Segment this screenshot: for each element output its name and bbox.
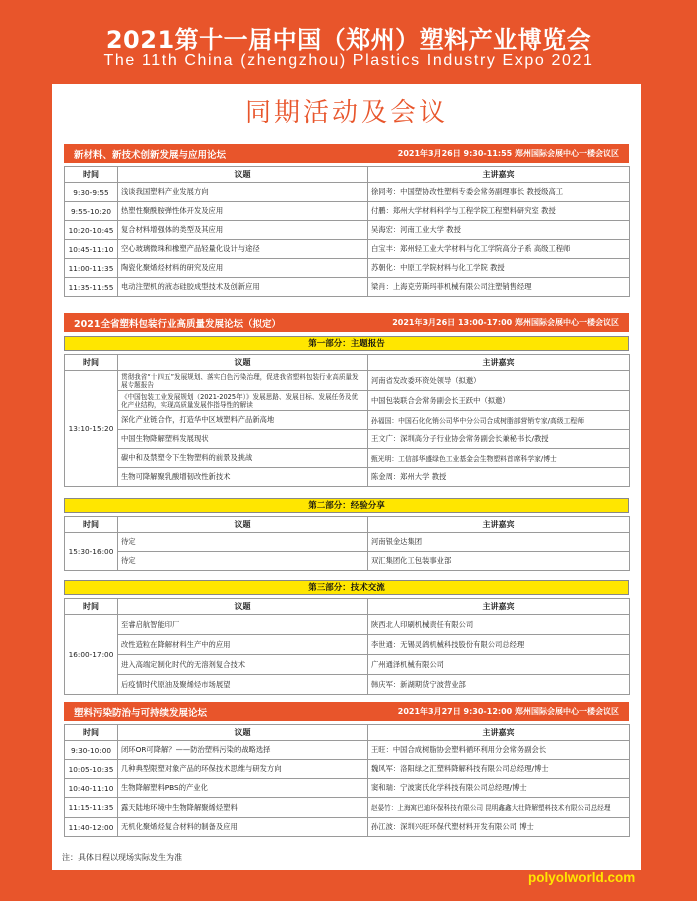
table-row: 深化产业链合作，打造华中区域塑料产品新高地 孙福国：中国石化化销公司华中分公司合成树脂部营销专家/高级工程师	[65, 411, 630, 430]
col-speaker: 主讲嘉宾	[368, 167, 630, 183]
forum3-name: 塑料污染防治与可持续发展论坛	[74, 708, 208, 719]
part3-label: 第三部分：技术交流	[64, 580, 629, 595]
part2-header-row: 时间 议题 主讲嘉宾	[65, 517, 630, 533]
part1-time: 13:10-15:20	[65, 371, 118, 487]
col-topic: 议题	[118, 167, 368, 183]
table-row: 生物可降解聚乳酸增韧改性新技术 陈金周：郑州大学 教授	[65, 468, 630, 487]
forum3-header-row: 时间 议题 主讲嘉宾	[65, 725, 630, 741]
footnote: 注：具体日程以现场实际发生为准	[62, 853, 182, 862]
table-row: 待定 双汇集团化工包装事业部	[65, 552, 630, 571]
forum1-header-row	[65, 167, 630, 183]
page-subtitle: The 11th China (zhengzhou) Plastics Industry Expo 2021	[103, 52, 594, 69]
table-row: 进入高端定制化时代的无溶剂复合技术 广州通泽机械有限公司	[65, 655, 630, 675]
part3-table	[64, 598, 630, 695]
table-row: 13:10-15:20 贯彻我省“十四五”发展规划、落实白色污染治理，促进我省塑料包装行业高质量发展专题报告 河南省发改委环资处领导（拟邀）	[65, 371, 630, 391]
card-title: 同期活动及会议	[244, 98, 448, 128]
forum1-table	[64, 166, 630, 297]
forum3-table	[64, 724, 630, 837]
forum2-when: 2021年3月26日 13:00-17:00 郑州国际会展中心一楼会议区	[392, 318, 619, 327]
forum3-when: 2021年3月27日 9:30-12:00 郑州国际会展中心一楼会议区	[397, 707, 619, 716]
part3-time: 16:00-17:00	[65, 615, 118, 695]
table-row: 15:30-16:00 待定 河南银金达集团	[65, 533, 630, 552]
table-row: 改性造粒在降解材料生产中的应用 李世通：无锡灵鸽机械科技股份有限公司总经理	[65, 635, 630, 655]
table-row: 11:40-12:00 无机化聚烯烃复合材料的制备及应用 孙江波：深圳兴旺环保代塑材料开发有限公司 博士	[65, 818, 630, 837]
brand-watermark: polyolworld.com	[528, 870, 636, 885]
table-row: 11:15-11:35 露天陆地环境中生物降解聚烯烃塑料 赵晏竹：上海寓巴迪环保科技有限公司 昆明鑫鑫大壮降解塑料技术有限公司总经理	[65, 798, 630, 818]
forum1-header	[64, 144, 629, 163]
part2-table	[64, 516, 630, 571]
forum2-name: 2021全省塑料包装行业高质量发展论坛（拟定）	[74, 319, 281, 330]
table-row: 10:05-10:35 几种典型限塑对象产品的环保技术思维与研发方向 魏风军：洛阳绿之汇塑料降解科技有限公司总经理/博士	[65, 760, 630, 779]
part3-header-row: 时间 议题 主讲嘉宾	[65, 599, 630, 615]
part1-header-row: 时间 议题 主讲嘉宾	[65, 355, 630, 371]
table-row: 10:40-11:10 生物降解塑料PBS的产业化 窦和瑞：宁波窦氏化学科技有限公司总经理/博士	[65, 779, 630, 798]
col-time: 时间	[65, 167, 118, 183]
table-row: 9:30-9:55 浅谈我国塑料产业发展方向 徐同考：中国塑协改性塑料专委会常务副理事长 教授级高工	[65, 183, 630, 202]
part1-table	[64, 354, 630, 487]
part2-label: 第二部分：经验分享	[64, 498, 629, 513]
forum1-when: 2021年3月26日 9:30-11:55 郑州国际会展中心一楼会议区	[397, 149, 619, 158]
table-row: 《中国包装工业发展规划（2021-2025年）》发展思路、发展目标、发展任务及优化产业结构，实现高质量发展作指导性的解读 中国包装联合会常务副会长王跃中（拟邀）	[65, 391, 630, 411]
part1-label: 第一部分：主题报告	[64, 336, 629, 351]
table-row: 11:00-11:35 陶瓷化聚烯烃材料的研究及应用 苏朝化：中原工学院材料与化工学院 教授	[65, 259, 630, 278]
table-row: 16:00-17:00 至睿启航智能印厂 陕西北人印刷机械责任有限公司	[65, 615, 630, 635]
table-row: 11:35-11:55 电动注塑机的液态硅胶成型技术及创新应用 梁肖：上海克劳斯玛菲机械有限公司注塑销售经理	[65, 278, 630, 297]
table-row: 中国生物降解塑料发展现状 王文广：深圳高分子行业协会常务副会长兼秘书长/教授	[65, 430, 630, 449]
forum2-header	[64, 313, 629, 332]
page-title: 2021第十一届中国（郑州）塑料产业博览会	[105, 26, 592, 54]
table-row: 9:55-10:20 热塑性聚酰胺弹性体开发及应用 付鹏：郑州大学材料科学与工程学院工程塑料研究室 教授	[65, 202, 630, 221]
table-row: 10:20-10:45 复合材料增强体的类型及其应用 吴海宏：河南工业大学 教授	[65, 221, 630, 240]
schedule-card	[52, 84, 641, 870]
forum3-header	[64, 702, 629, 721]
table-row: 碳中和及禁塑令下生物塑料的前景及挑战 甄光明：工信部华盛绿色工业基金会生物塑料首席科学家/博士	[65, 449, 630, 468]
table-row: 10:45-11:10 空心玻璃微珠和橡塑产品轻量化设计与途径 白宝丰：郑州轻工业大学材料与化工学院高分子系 高级工程师	[65, 240, 630, 259]
part2-time: 15:30-16:00	[65, 533, 118, 571]
table-row: 后疫情时代原油及聚烯烃市场展望 韩庆军：新湖期货宁波营业部	[65, 675, 630, 695]
forum1-name: 新材料、新技术创新发展与应用论坛	[74, 150, 227, 161]
table-row: 9:30-10:00 闭环OR可降解？——防治塑料污染的战略选择 王旺：中国合成树脂协会塑料循环利用分会常务副会长	[65, 741, 630, 760]
